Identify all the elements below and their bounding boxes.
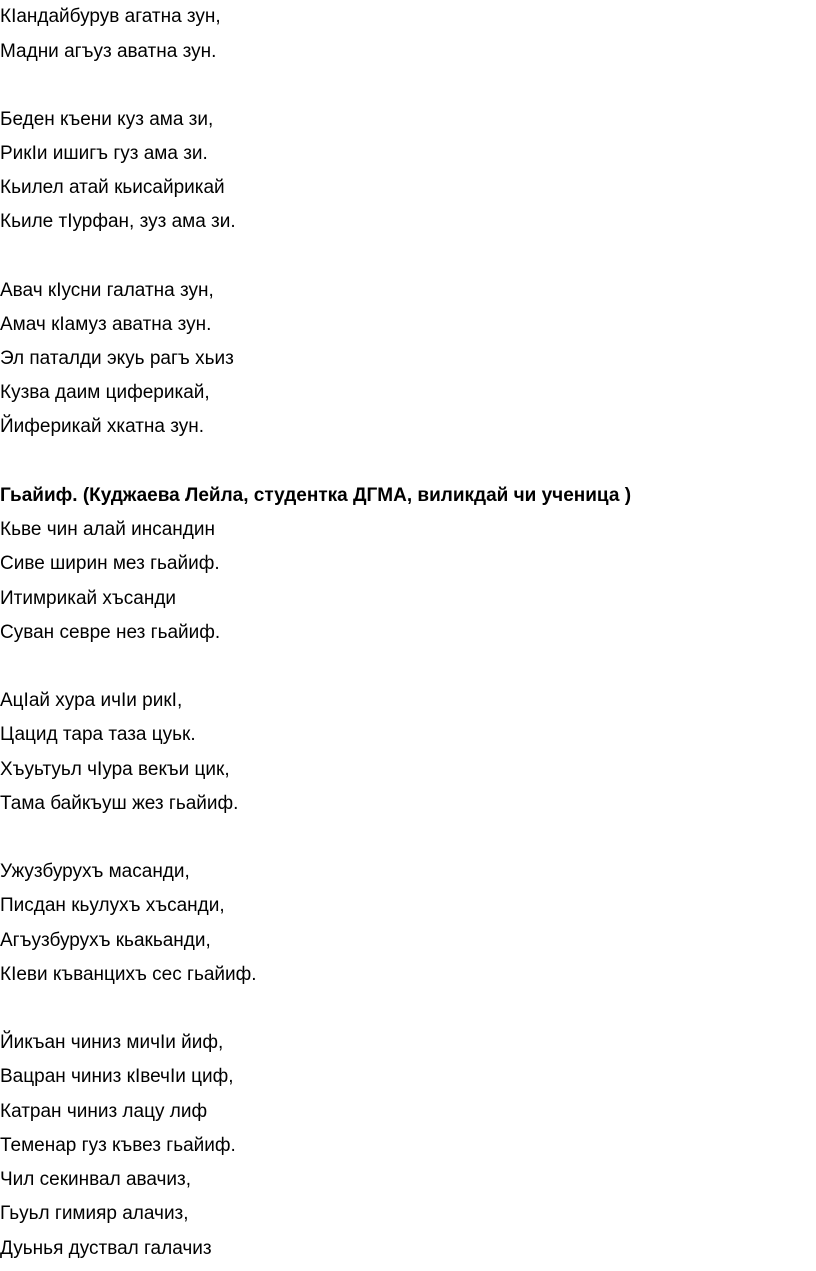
poem-line: Авач кIусни галатна зун, — [0, 280, 214, 301]
poem-line: АцIай хура ичIи рикI, — [0, 690, 183, 711]
poem-line: КIандайбурув агатна зун, — [0, 6, 221, 27]
poem-line: Гьуьл гимияр алачиз, — [0, 1203, 189, 1224]
poem-line: Амач кIамуз аватна зун. — [0, 314, 212, 335]
poem-line: Кьилел атай кьисайрикай — [0, 177, 225, 198]
poem-line: Кузва даим циферикай, — [0, 382, 210, 403]
poem-heading: Гьайиф. (Куджаева Лейла, студентка ДГМА, виликдай чи ученица ) — [0, 485, 632, 506]
poem-line: Кьве чин алай инсандин — [0, 519, 215, 540]
poem-line: Мадни агъуз аватна зун. — [0, 41, 217, 62]
poem-line: Итимрикай хъсанди — [0, 588, 177, 609]
poem-line: Катран чиниз лацу лиф — [0, 1101, 208, 1122]
poem-line: Теменар гуз къвез гьайиф. — [0, 1135, 236, 1156]
poem-line: Эл паталди экуь рагъ хьиз — [0, 348, 234, 369]
poem-line: Цацид тара таза цуьк. — [0, 724, 196, 745]
poem-line: Сиве ширин мез гьайиф. — [0, 553, 220, 574]
poem-line: Йиферикай хкатна зун. — [0, 416, 205, 437]
poem-line: Чил секинвал авачиз, — [0, 1169, 192, 1190]
poem-line: Беден къени куз ама зи, — [0, 109, 214, 130]
poem-line: Агъузбурухъ кьакьанди, — [0, 930, 211, 951]
poem-line: Суван севре нез гьайиф. — [0, 622, 221, 643]
poem-line: Кьиле тIурфан, зуз ама зи. — [0, 211, 236, 232]
poem-line: Дуьнья дуствал галачиз — [0, 1238, 212, 1259]
poem-line: КIеви къванцихъ сес гьайиф. — [0, 964, 257, 985]
poem-line: Ужузбурухъ масанди, — [0, 861, 190, 882]
poem-line: Тама байкъуш жез гьайиф. — [0, 793, 239, 814]
poem-line: Йикъан чиниз мичIи йиф, — [0, 1032, 224, 1053]
poem-line: Вацран чиниз кIвечIи циф, — [0, 1066, 234, 1087]
poem-line: Писдан кьулухъ хъсанди, — [0, 895, 225, 916]
poem-line: РикIи ишигъ гуз ама зи. — [0, 143, 208, 164]
poem-line: Хъуьтуьл чIура векъи цик, — [0, 759, 230, 780]
